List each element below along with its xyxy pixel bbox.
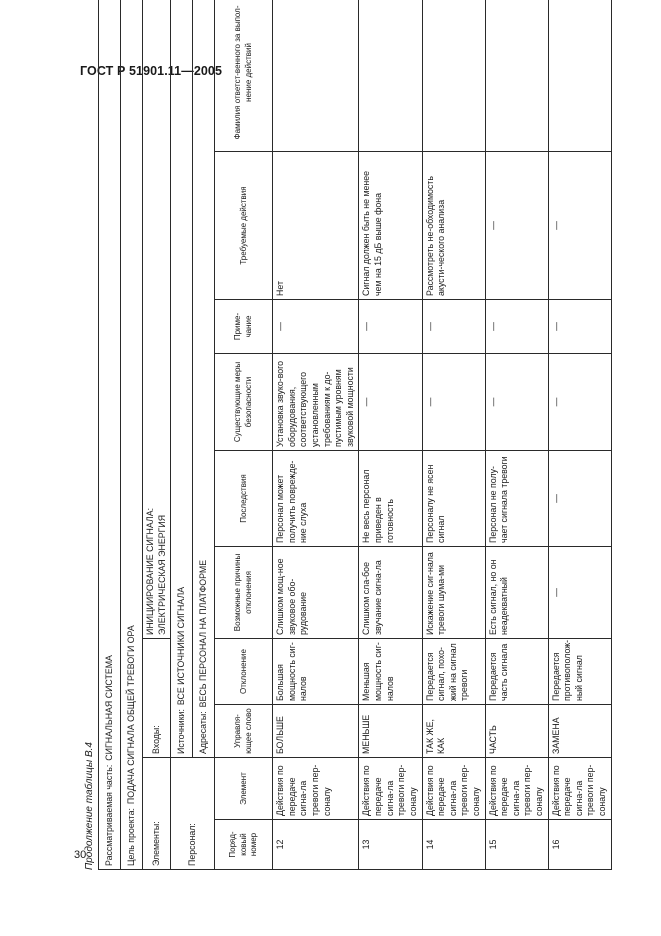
cell-guideword: БОЛЬШЕ bbox=[273, 705, 359, 758]
cell-responsible bbox=[485, 0, 548, 152]
table-row bbox=[548, 0, 611, 870]
page-number: 30 bbox=[74, 849, 87, 861]
cell-element: Действия по передаче сигна-ла тревоги пер-соналу bbox=[485, 758, 548, 820]
cell-responsible bbox=[422, 0, 485, 152]
cell-actions: — bbox=[548, 152, 611, 300]
cell-safeguards: — bbox=[485, 354, 548, 451]
cell-causes: Слишком сла-бое звучание сигна-ла bbox=[359, 547, 422, 639]
cell-responsible bbox=[359, 0, 422, 152]
part-value: СИГНАЛЬНАЯ СИСТЕМА bbox=[103, 655, 114, 761]
cell-actions: — bbox=[485, 152, 548, 300]
cell-note: — bbox=[273, 300, 359, 354]
cell-guideword: ЗАМЕНА bbox=[548, 705, 611, 758]
elements-label-cell bbox=[143, 758, 171, 870]
col-causes-header: Возможные причины отклонения bbox=[215, 547, 273, 639]
part-label: Рассматриваемая часть: bbox=[103, 764, 114, 866]
sources-row bbox=[171, 0, 193, 870]
cell-num: 14 bbox=[422, 820, 485, 870]
cell-causes: Есть сигнал, но он неадекватный bbox=[485, 547, 548, 639]
goal-value: ПОДАЧА СИГНАЛА ОБЩЕЙ ТРЕВОГИ ОРА bbox=[125, 625, 136, 805]
cell-safeguards: — bbox=[422, 354, 485, 451]
table-row bbox=[273, 0, 359, 870]
col-note-header: Приме-чание bbox=[215, 300, 273, 354]
goal-cell bbox=[121, 0, 143, 870]
personnel-label: Персонал: bbox=[186, 823, 197, 866]
cell-deviation: Передается часть сигнала bbox=[485, 639, 548, 705]
column-header-row bbox=[215, 0, 273, 870]
cell-responsible bbox=[548, 0, 611, 152]
goal-label: Цель проекта: bbox=[125, 808, 136, 866]
addressees-row bbox=[193, 0, 215, 870]
table-row bbox=[359, 0, 422, 870]
cell-num: 13 bbox=[359, 820, 422, 870]
addressees-label: Адресаты: bbox=[197, 711, 208, 754]
cell-safeguards: — bbox=[359, 354, 422, 451]
cell-actions: Рассмотреть не-обходимость акусти-ческого анализа bbox=[422, 152, 485, 300]
cell-note: — bbox=[548, 300, 611, 354]
table-row bbox=[422, 0, 485, 870]
sources-label: Источники: bbox=[175, 709, 186, 754]
cell-deviation: Передается сигнал, похо-жий на сигнал тревоги bbox=[422, 639, 485, 705]
goal-row bbox=[121, 0, 143, 870]
cell-note: — bbox=[359, 300, 422, 354]
addressees-cell bbox=[193, 0, 215, 758]
addressees-value: ВЕСЬ ПЕРСОНАЛ НА ПЛАТФОРМЕ bbox=[197, 559, 208, 708]
cell-deviation: Большая мощность сиг-налов bbox=[273, 639, 359, 705]
cell-responsible bbox=[273, 0, 359, 152]
cell-note: — bbox=[422, 300, 485, 354]
cell-consequences: Не весь персонал приведен в готовность bbox=[359, 451, 422, 547]
cell-note: — bbox=[485, 300, 548, 354]
inputs-label: Входы: bbox=[150, 725, 161, 754]
cell-element: Действия по передаче сигна-ла тревоги пер-соналу bbox=[422, 758, 485, 820]
personnel-label-cell bbox=[171, 758, 215, 870]
cell-deviation: Передается противополож-ный сигнал bbox=[548, 639, 611, 705]
document-title: ГОСТ Р 51901.11—2005 bbox=[80, 64, 223, 78]
cell-safeguards: — bbox=[548, 354, 611, 451]
col-actions-header: Требуемые действия bbox=[215, 152, 273, 300]
col-element-header: Элемент bbox=[215, 758, 273, 820]
table-row bbox=[485, 0, 548, 870]
sources-value: ВСЕ ИСТОЧНИКИ СИГНАЛА bbox=[175, 586, 186, 706]
cell-element: Действия по передаче сигна-ла тревоги пер-соналу bbox=[359, 758, 422, 820]
col-deviation-header: Отклонение bbox=[215, 639, 273, 705]
cell-consequences: — bbox=[548, 451, 611, 547]
cell-guideword: ТАК ЖЕ, КАК bbox=[422, 705, 485, 758]
table-caption: Продолжение таблицы В.4 bbox=[84, 742, 95, 870]
hazop-table bbox=[98, 0, 612, 870]
cell-guideword: ЧАСТЬ bbox=[485, 705, 548, 758]
table-body bbox=[99, 0, 612, 870]
inputs-label-cell bbox=[143, 639, 171, 758]
cell-num: 16 bbox=[548, 820, 611, 870]
inputs-value-cell bbox=[143, 0, 171, 639]
cell-causes: — bbox=[548, 547, 611, 639]
cell-element: Действия по передаче сигна-ла тревоги пер-соналу bbox=[548, 758, 611, 820]
elements-row bbox=[143, 0, 171, 870]
cell-element: Действия по передаче сигна-ла тревоги пер-соналу bbox=[273, 758, 359, 820]
elements-label: Элементы: bbox=[150, 821, 161, 866]
cell-guideword: МЕНЬШЕ bbox=[359, 705, 422, 758]
cell-causes: Слишком мощ-ное звуковое обо-рудование bbox=[273, 547, 359, 639]
inputs-value: ИНИЦИИРОВАНИЕ СИГНАЛА: ЭЛЕКТРИЧЕСКАЯ ЭНЕРГИЯ bbox=[145, 507, 167, 635]
cell-safeguards: Установка звуко-вого оборудования, соответствующего установленным требованиям к до-пустимым уровням звуковой мощности bbox=[273, 354, 359, 451]
cell-consequences: Персонал может получить поврежде-ние слуха bbox=[273, 451, 359, 547]
cell-num: 12 bbox=[273, 820, 359, 870]
col-consequences-header: Последствия bbox=[215, 451, 273, 547]
col-responsible-header: Фамилия ответст-венного за выпол-нение действий bbox=[215, 0, 273, 152]
cell-actions: Сигнал должен быть не менее чем на 15 дБ выше фона bbox=[359, 152, 422, 300]
cell-deviation: Меньшая мощность сиг-налов bbox=[359, 639, 422, 705]
part-cell bbox=[99, 0, 121, 870]
part-row bbox=[99, 0, 121, 870]
cell-consequences: Персонал не полу-чает сигнала тревоги bbox=[485, 451, 548, 547]
col-safeguards-header: Существующие меры безопасности bbox=[215, 354, 273, 451]
sources-cell bbox=[171, 0, 193, 758]
cell-num: 15 bbox=[485, 820, 548, 870]
col-num-header: Поряд-ковый номер bbox=[215, 820, 273, 870]
cell-consequences: Персоналу не ясен сигнал bbox=[422, 451, 485, 547]
col-guideword-header: Управля-ющее слово bbox=[215, 705, 273, 758]
cell-actions: Нет bbox=[273, 152, 359, 300]
cell-causes: Искажение сиг-нала тревоги шума-ми bbox=[422, 547, 485, 639]
